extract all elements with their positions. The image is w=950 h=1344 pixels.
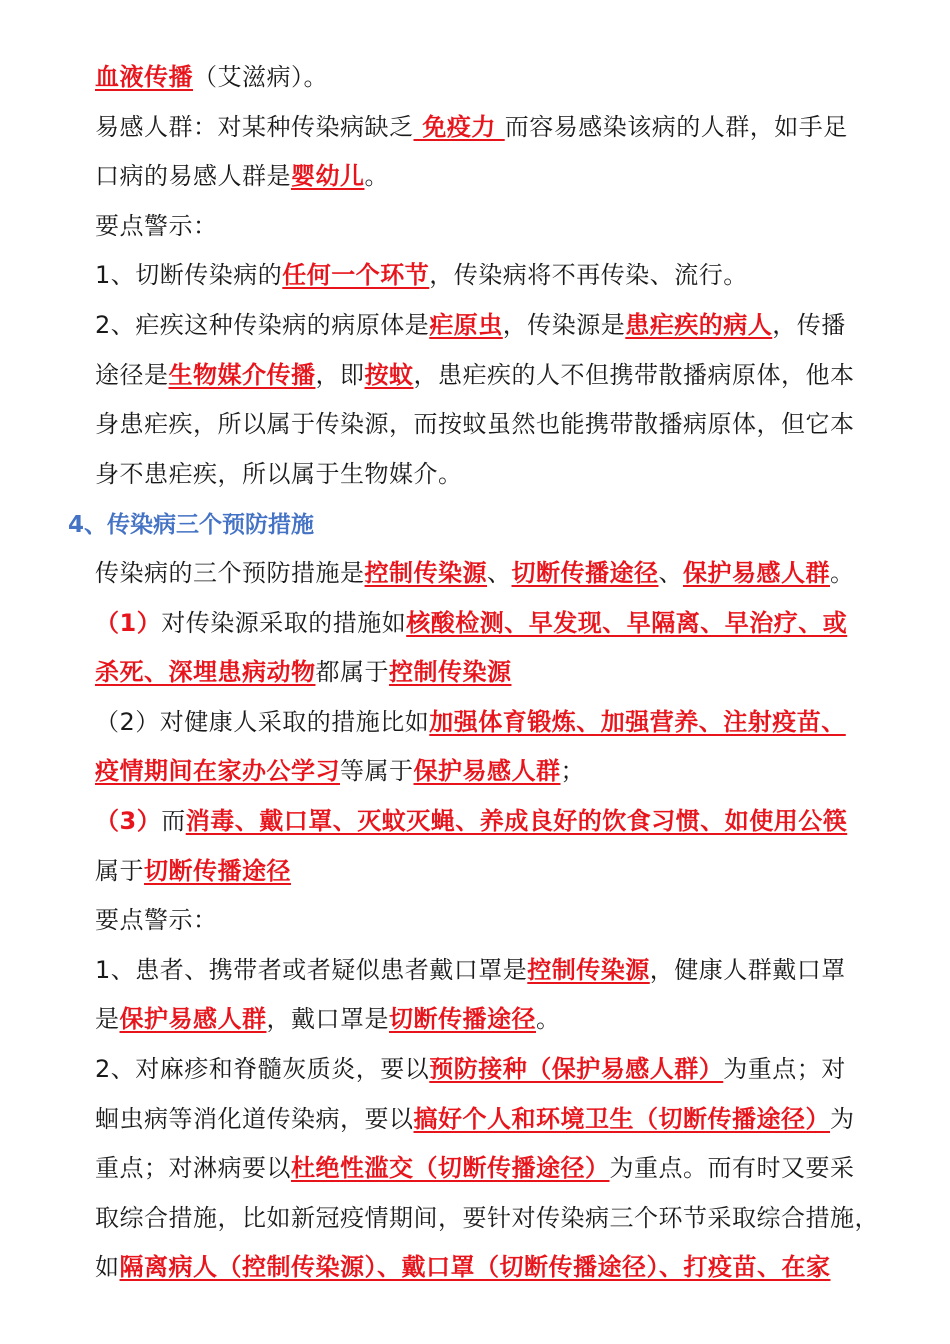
text-line [95,1044,910,1094]
text-segment: ，传播 [772,311,846,339]
key-term: 患疟疾的病人 [625,311,773,339]
text-line [95,796,910,846]
text-segment: 。 [830,559,855,587]
text-line [95,151,910,201]
text-line [95,994,910,1044]
text-segment: ，患疟疾的人不但携带散播病原体，他本 [413,360,855,389]
text-segment: 而 [161,807,186,835]
text-segment: 为重点。而有时又要采 [609,1154,855,1183]
text-line [95,697,910,747]
text-line [95,52,910,102]
text-line [95,399,910,449]
text-segment: 途径是 [95,360,169,389]
text-segment: 如 [95,1253,120,1282]
text-line [95,250,910,300]
text-line [95,350,910,400]
text-segment: 要点警示： [95,211,218,240]
text-line [95,449,910,499]
text-segment: 要点警示： [95,906,218,935]
key-term: 加强体育锻炼、加强营养、注射疫苗、 [429,707,846,736]
key-term: 搞好个人和环境卫生（切断传播途径） [413,1104,830,1133]
text-line [95,1094,910,1144]
text-segment: 身患疟疾，所以属于传染源，而按蚊虽然也能携带散播病原体，但它本 [95,410,855,439]
text-segment: 对传染源采取的措施如 [161,608,407,637]
key-term: 血液传播 [95,63,193,91]
text-line [95,1242,910,1292]
red-label: （1） [95,608,162,637]
text-segment: 口病的易感人群是 [95,162,291,191]
text-segment: 1、患者、携带者或者疑似患者戴口罩是 [95,955,528,984]
key-term: 控制传染源 [389,658,512,687]
text-line [95,598,910,648]
text-segment: 取综合措施，比如新冠疫情期间，要针对传染病三个环节采取综合措施， [95,1203,879,1232]
text-line [95,102,910,152]
key-term: 生物媒介传播 [168,360,316,389]
text-segment: 传染病的三个预防措施是 [95,559,365,587]
text-segment: 为重点；对 [723,1055,846,1083]
key-term: 预防接种（保护易感人群） [429,1055,724,1083]
text-segment: （艾滋病）。 [193,63,328,91]
text-segment: ，传染病将不再传染、流行。 [429,261,748,290]
text-segment: 1、切断传染病的 [95,261,283,290]
text-segment: （2）对健康人采取的措施比如 [95,707,430,736]
key-term: 切断传播途径 [511,559,659,587]
text-line [95,1193,910,1243]
text-segment: 。 [364,162,389,191]
key-term: 保护易感人群 [119,1005,267,1034]
text-segment: 为 [830,1104,855,1133]
text-line [95,846,910,896]
key-term: 核酸检测、早发现、早隔离、早治疗、或 [406,608,848,637]
text-segment: ，戴口罩是 [266,1005,389,1034]
key-term: 疫情期间在家办公学习 [95,757,340,786]
text-segment: 、 [487,559,512,587]
text-segment: 身不患疟疾，所以属于生物媒介。 [95,459,463,488]
text-segment: ，健康人群戴口罩 [649,955,846,984]
key-term: 控制传染源 [364,559,487,587]
red-label: （3） [95,807,162,835]
text-segment: 蛔虫病等消化道传染病，要以 [95,1104,414,1133]
text-line [95,895,910,945]
text-line [95,548,910,598]
text-line [95,1143,910,1193]
text-line [95,201,910,251]
key-term: 婴幼儿 [291,162,365,191]
key-term: 切断传播途径 [144,856,291,885]
text-segment: 2、对麻疹和脊髓灰质炎，要以 [95,1055,430,1083]
text-segment: 属于 [95,856,144,885]
text-segment: 。 [536,1005,561,1034]
key-term: 保护易感人群 [413,757,561,786]
text-segment: 重点；对淋病要以 [95,1154,291,1183]
text-segment: 、 [658,559,683,587]
key-term: 隔离病人（控制传染源）、戴口罩（切断传播途径）、打疫苗、在家 [119,1253,831,1282]
text-segment: ，即 [315,360,365,389]
section-heading: 4、传染病三个预防措施 [68,512,315,538]
text-line [95,945,910,995]
key-term: 杀死、深埋患病动物 [95,658,316,687]
text-segment: 都属于 [315,658,389,687]
text-segment: 是 [95,1005,120,1034]
key-term: 杜绝性滥交（切断传播途径） [291,1154,610,1183]
text-segment: ； [560,757,585,786]
key-term: 免疫力 [413,112,505,141]
key-term: 保护易感人群 [683,559,830,587]
text-segment: 而容易感染该病的人群，如手足 [504,112,848,141]
key-term: 疟原虫 [429,311,503,339]
text-line [95,647,910,697]
key-term: 按蚊 [364,360,414,389]
text-line [95,300,910,350]
key-term: 控制传染源 [527,955,650,984]
text-segment: 2、疟疾这种传染病的病原体是 [95,311,430,339]
text-segment: ，传染源是 [502,311,626,339]
text-segment: 等属于 [340,757,414,786]
text-segment: 易感人群：对某种传染病缺乏 [95,112,414,141]
key-term: 切断传播途径 [389,1005,536,1034]
key-term: 任何一个环节 [282,261,430,290]
key-term: 消毒、戴口罩、灭蚊灭蝇、养成良好的饮食习惯、如使用公筷 [185,807,848,835]
text-line [95,746,910,796]
